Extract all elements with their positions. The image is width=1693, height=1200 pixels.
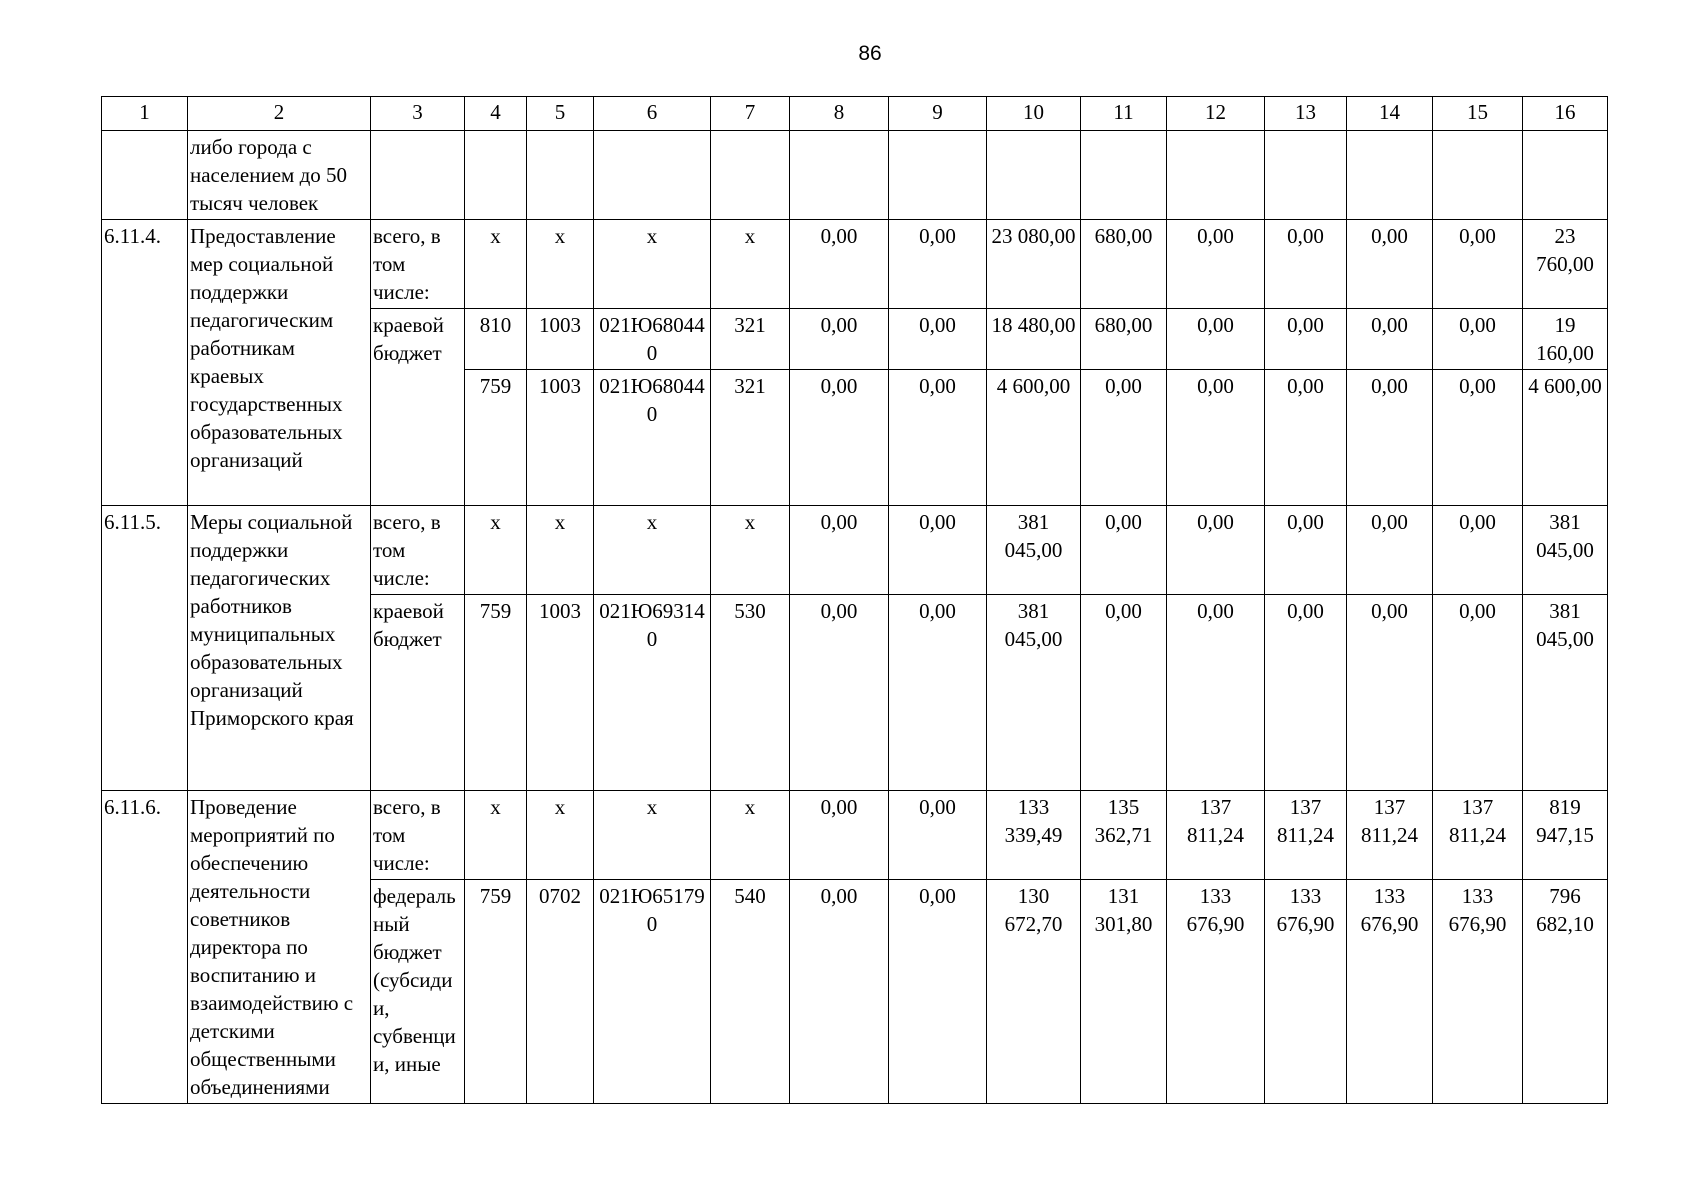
table-cell: 0,00 [889,506,987,595]
column-header: 12 [1167,97,1265,131]
table-cell: 4 600,00 [1523,370,1608,506]
table-cell: 0,00 [889,220,987,309]
table-cell: 1003 [527,309,594,370]
funding-source: федеральный бюджет (субсидии, субвенции, иные [371,880,465,1104]
table-cell: 0,00 [1347,595,1433,791]
table-cell: 381 045,00 [987,506,1081,595]
table-cell: х [527,506,594,595]
table-cell: 0,00 [889,370,987,506]
column-header: 16 [1523,97,1608,131]
table-cell: х [465,791,527,880]
table-cell: 759 [465,595,527,791]
table-cell: 0702 [527,880,594,1104]
table-cell: 0,00 [1347,506,1433,595]
table-cell: 321 [711,370,790,506]
table-cell: 135 362,71 [1081,791,1167,880]
table-cell: 19 160,00 [1523,309,1608,370]
table-cell: 0,00 [1081,595,1167,791]
table-cell: 0,00 [1433,309,1523,370]
row-name: Предоставление мер социальной поддержки педагогическим работникам краевых государственных образовательных организаций [188,220,371,506]
column-header: 8 [790,97,889,131]
table-cell: 0,00 [1433,595,1523,791]
table-cell: 0,00 [1433,370,1523,506]
funding-source: краевой бюджет [371,309,465,506]
table-cell: 381 045,00 [987,595,1081,791]
table-row [102,131,1608,220]
table-cell: 0,00 [1167,506,1265,595]
table-cell: 0,00 [1081,506,1167,595]
column-header: 7 [711,97,790,131]
table-cell: 021Ю693140 [594,595,711,791]
column-header: 14 [1347,97,1433,131]
funding-source: всего, в том числе: [371,220,465,309]
table-cell: 810 [465,309,527,370]
funding-source: краевой бюджет [371,595,465,791]
table-cell: 137 811,24 [1433,791,1523,880]
table-cell: 0,00 [1265,595,1347,791]
table-cell: 0,00 [889,309,987,370]
table-cell: 0,00 [790,791,889,880]
column-header: 1 [102,97,188,131]
budget-table [101,96,1608,1104]
table-cell: х [711,791,790,880]
table-cell: 133 676,90 [1167,880,1265,1104]
table-cell: 0,00 [1347,309,1433,370]
column-number-row [102,97,1608,131]
table-cell: 0,00 [1265,370,1347,506]
table-cell: 137 811,24 [1347,791,1433,880]
table-cell: 0,00 [790,506,889,595]
table-cell: 131 301,80 [1081,880,1167,1104]
table-cell: 0,00 [790,309,889,370]
table-cell: 137 811,24 [1167,791,1265,880]
table-row [102,220,1608,309]
table-cell: 18 480,00 [987,309,1081,370]
table-cell: 680,00 [1081,220,1167,309]
table-cell: 0,00 [1433,506,1523,595]
table-cell: 796 682,10 [1523,880,1608,1104]
table-cell: х [594,506,711,595]
table-cell: 23 080,00 [987,220,1081,309]
table-cell: х [465,506,527,595]
table-cell: 133 676,90 [1265,880,1347,1104]
table-cell: х [527,220,594,309]
table-cell: 819 947,15 [1523,791,1608,880]
row-code: 6.11.6. [102,791,188,1104]
column-header: 3 [371,97,465,131]
column-header: 9 [889,97,987,131]
table-cell: х [527,791,594,880]
table-cell: 0,00 [1433,220,1523,309]
table-cell: 0,00 [1081,370,1167,506]
table-cell: х [594,220,711,309]
table-cell: 0,00 [1265,506,1347,595]
table-cell: 1003 [527,370,594,506]
table-cell: 4 600,00 [987,370,1081,506]
column-header: 6 [594,97,711,131]
table-cell: 130 672,70 [987,880,1081,1104]
table-cell: 0,00 [1167,309,1265,370]
table-cell: 680,00 [1081,309,1167,370]
table-cell: 021Ю680440 [594,309,711,370]
table-cell: 530 [711,595,790,791]
table-cell: 0,00 [1347,220,1433,309]
table-cell: х [594,791,711,880]
column-header: 11 [1081,97,1167,131]
table-cell: х [711,220,790,309]
column-header: 5 [527,97,594,131]
table-cell: 0,00 [790,880,889,1104]
table-cell: 540 [711,880,790,1104]
table-cell: 133 676,90 [1433,880,1523,1104]
column-header: 15 [1433,97,1523,131]
table-cell: 381 045,00 [1523,595,1608,791]
table-cell: 0,00 [1347,370,1433,506]
column-header: 13 [1265,97,1347,131]
column-header: 4 [465,97,527,131]
table-cell: 0,00 [1167,370,1265,506]
table-cell: 0,00 [1167,220,1265,309]
table-cell: 137 811,24 [1265,791,1347,880]
table-cell: 381 045,00 [1523,506,1608,595]
column-header: 10 [987,97,1081,131]
table-cell: 0,00 [790,595,889,791]
table-cell: 759 [465,880,527,1104]
table-cell: 0,00 [1167,595,1265,791]
table-cell: 1003 [527,595,594,791]
row-name: Меры социальной поддержки педагогических работников муниципальных образовательных организаций Приморского края [188,506,371,791]
table-row [102,506,1608,595]
table-row [102,791,1608,880]
row-name: либо города с населением до 50 тысяч человек [188,131,371,220]
table-cell: 021Ю651790 [594,880,711,1104]
funding-source: всего, в том числе: [371,791,465,880]
table-cell: 0,00 [889,595,987,791]
column-header: 2 [188,97,371,131]
table-cell: 0,00 [790,370,889,506]
table-cell: 0,00 [790,220,889,309]
table-cell: 021Ю680440 [594,370,711,506]
table-cell: 321 [711,309,790,370]
page-number: 86 [858,42,882,65]
table-cell: 23 760,00 [1523,220,1608,309]
table-cell: 0,00 [1265,309,1347,370]
row-code: 6.11.5. [102,506,188,791]
table-cell: х [711,506,790,595]
table-cell: 133 339,49 [987,791,1081,880]
table-cell: 0,00 [889,880,987,1104]
table-cell: 0,00 [889,791,987,880]
table-cell: х [465,220,527,309]
row-name: Проведение мероприятий по обеспечению деятельности советников директора по воспитанию и взаимодействию с детскими общественными объединениями [188,791,371,1104]
funding-source: всего, в том числе: [371,506,465,595]
table-cell: 0,00 [1265,220,1347,309]
table-cell: 759 [465,370,527,506]
row-code: 6.11.4. [102,220,188,506]
table-cell: 133 676,90 [1347,880,1433,1104]
